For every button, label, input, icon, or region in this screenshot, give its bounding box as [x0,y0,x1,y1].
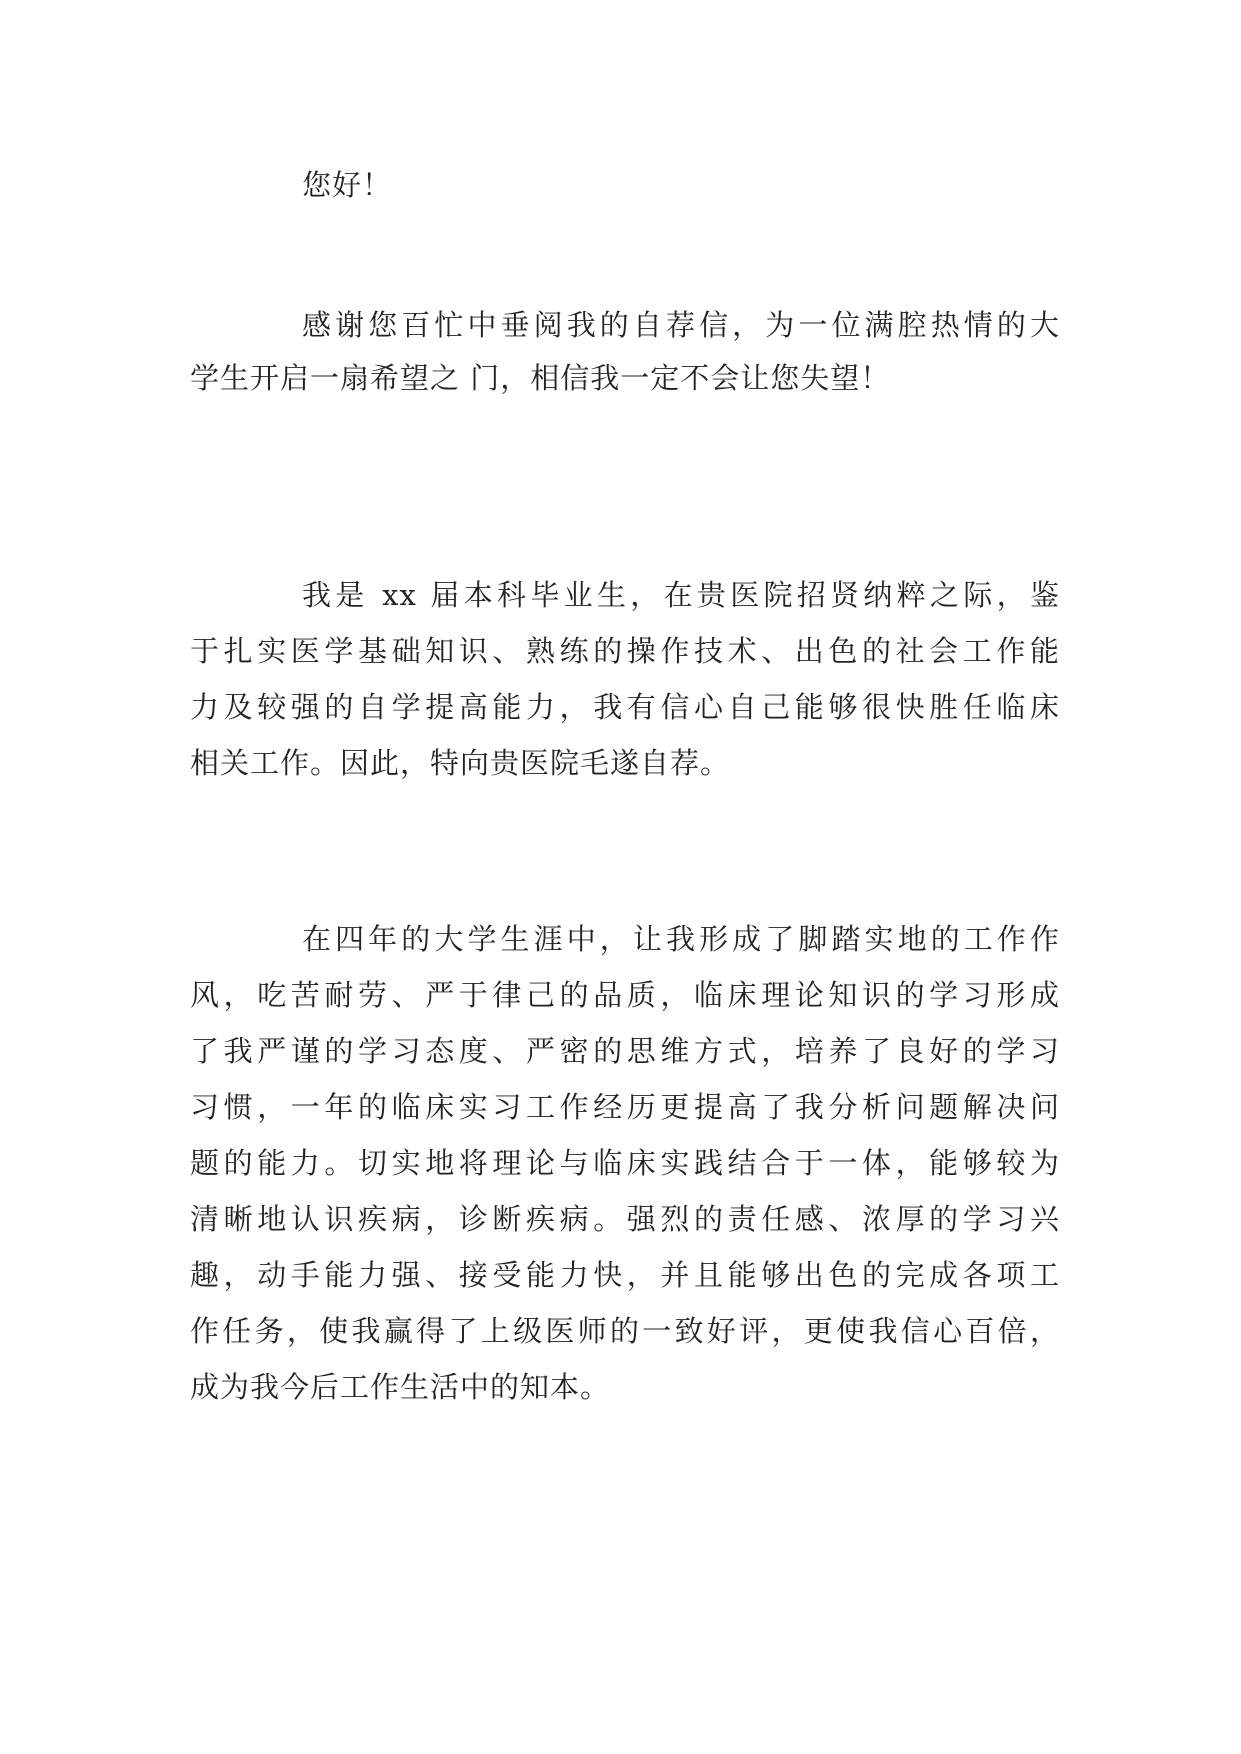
paragraph-line: 我是 xx 届本科毕业生，在贵医院招贤纳粹之际，鉴 [302,578,1060,612]
paragraph-line: 在四年的大学生涯中，让我形成了脚踏实地的工作作 [302,922,1060,956]
paragraph-line: 清晰地认识疾病，诊断疾病。强烈的责任感、浓厚的学习兴 [190,1202,1060,1236]
paragraph-line: 趣，动手能力强、接受能力快，并且能够出色的完成各项工 [190,1258,1060,1292]
paragraph-line: 了我严谨的学习态度、严密的思维方式，培养了良好的学习 [190,1034,1060,1068]
paragraph-line: 题的能力。切实地将理论与临床实践结合于一体，能够较为 [190,1146,1060,1180]
paragraph-line: 学生开启一扇希望之 门，相信我一定不会让您失望！ [190,361,891,395]
paragraph-line: 感谢您百忙中垂阅我的自荐信，为一位满腔热情的大 [302,308,1060,342]
paragraph-line: 成为我今后工作生活中的知本。 [190,1370,611,1404]
paragraph-line: 于扎实医学基础知识、熟练的操作技术、出色的社会工作能 [190,634,1060,668]
paragraph-line: 风，吃苦耐劳、严于律己的品质，临床理论知识的学习形成 [190,978,1060,1012]
paragraph-line: 作任务，使我赢得了上级医师的一致好评，更使我信心百倍， [190,1314,1060,1348]
paragraph-line: 相关工作。因此，特向贵医院毛遂自荐。 [190,746,731,780]
paragraph-line: 习惯，一年的临床实习工作经历更提高了我分析问题解决问 [190,1090,1060,1124]
paragraph-line: 力及较强的自学提高能力，我有信心自己能够很快胜任临床 [190,690,1060,724]
greeting: 您好！ [302,168,393,202]
